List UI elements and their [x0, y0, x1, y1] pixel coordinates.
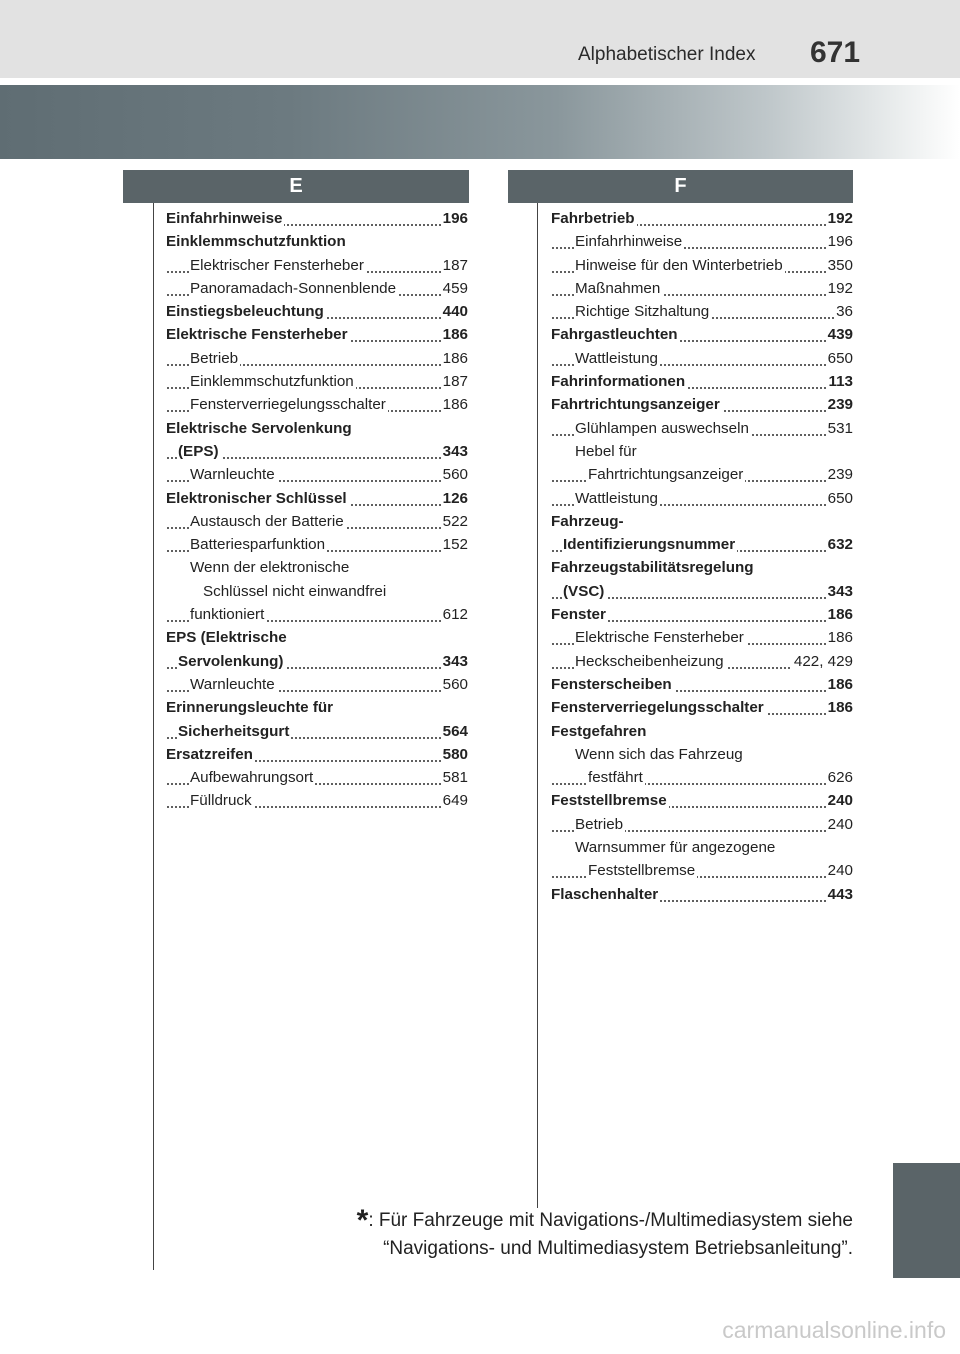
index-entry [551, 207, 853, 230]
index-entry [551, 720, 853, 743]
index-entry-term: Fülldruck [190, 792, 252, 810]
index-entry-page: 239 [826, 393, 853, 416]
index-entry-page: 186 [441, 323, 468, 346]
index-entry-term: Elektrische Fensterheber [575, 629, 744, 647]
index-entry [551, 440, 853, 463]
index-entry-page: 564 [441, 720, 468, 743]
index-entry [551, 370, 853, 393]
index-entry-page: 186 [441, 393, 468, 416]
index-entry-term: Heckscheibenheizung [575, 652, 724, 670]
index-entry-page: 126 [441, 487, 468, 510]
section-header-f: F [508, 170, 853, 203]
index-entry [166, 696, 468, 719]
index-entry-term: Elektrische Servolenkung [166, 419, 352, 437]
index-entry-page: 626 [826, 766, 853, 789]
index-entry-page: 186 [441, 347, 468, 370]
index-entry [166, 533, 468, 556]
index-entry [166, 487, 468, 510]
index-entry-term: Austausch der Batterie [190, 512, 344, 530]
index-entry [166, 463, 468, 486]
index-entry [166, 440, 468, 463]
index-entry-term: Batteriesparfunktion [190, 536, 326, 554]
index-entry-term: Wattleistung [575, 489, 659, 507]
index-entry-term: Fahrzeugstabilitätsregelung [551, 559, 754, 577]
index-entry [551, 580, 853, 603]
index-entry-term: Warnleuchte [190, 675, 275, 693]
index-entry-page: 113 [826, 370, 853, 393]
index-entry [551, 393, 853, 416]
index-entry-page: 240 [826, 859, 853, 882]
index-entry-page: 187 [441, 254, 468, 277]
column-divider-left [153, 203, 154, 1270]
index-entry-term: (VSC) [563, 582, 605, 600]
index-entry-term: funktioniert [190, 606, 265, 624]
index-entry-term: Schlüssel nicht einwandfrei [203, 582, 387, 600]
footnote-line-1 [300, 1204, 853, 1237]
index-entry-term: Identifizierungsnummer [563, 536, 736, 554]
index-entry-term: Feststellbremse [588, 862, 696, 880]
index-entry-term: Hebel für [575, 442, 637, 460]
index-entry [551, 300, 853, 323]
index-entry-page: 186 [826, 603, 853, 626]
index-entry-page: 459 [441, 277, 468, 300]
index-entry-term: Fahrbetrieb [551, 210, 635, 227]
index-entry-page: 580 [441, 743, 468, 766]
index-entry-term: Fahrtrichtungsanzeiger [588, 466, 744, 484]
index-entry [166, 720, 468, 743]
index-entry [551, 696, 853, 719]
index-entry [551, 487, 853, 510]
index-entry [166, 580, 468, 603]
index-entry [166, 323, 468, 346]
index-entry-page: 440 [441, 300, 468, 323]
index-column-f [551, 207, 853, 906]
index-entry [551, 813, 853, 836]
index-entry-term: Maßnahmen [575, 279, 661, 297]
index-entry-page: 240 [826, 789, 853, 812]
index-entry [551, 463, 853, 486]
index-entry [166, 626, 468, 649]
index-entry [551, 626, 853, 649]
index-entry-term: Einklemmschutzfunktion [166, 233, 346, 251]
index-entry [551, 883, 853, 906]
index-entry-term: Elektronischer Schlüssel [166, 489, 347, 507]
index-entry-term: Betrieb [190, 349, 239, 367]
index-entry-page: 192 [826, 207, 853, 230]
index-entry-term: festfährt [588, 769, 643, 787]
index-entry-page: 650 [826, 347, 853, 370]
index-entry-page: 186 [826, 673, 853, 696]
index-entry [551, 650, 853, 673]
index-entry-page: 522 [441, 510, 468, 533]
index-entry [166, 230, 468, 253]
index-entry-term: Sicherheitsgurt [178, 722, 290, 740]
index-entry [551, 277, 853, 300]
index-entry-term: Aufbewahrungsort [190, 769, 314, 787]
index-entry [166, 673, 468, 696]
index-entry-term: Wattleistung [575, 349, 659, 367]
index-entry-term: Betrieb [575, 815, 624, 833]
index-entry-page: 649 [441, 789, 468, 812]
index-entry-page: 531 [826, 417, 853, 440]
index-entry [166, 650, 468, 673]
index-entry-page: 581 [441, 766, 468, 789]
index-entry [551, 533, 853, 556]
index-entry [166, 510, 468, 533]
index-entry-page: 443 [826, 883, 853, 906]
index-entry [166, 417, 468, 440]
index-entry-term: Warnsummer für angezogene [575, 839, 776, 857]
index-entry-page: 196 [826, 230, 853, 253]
index-entry-page: 240 [826, 813, 853, 836]
index-entry-term: Fensterverriegelungsschalter [551, 699, 764, 717]
index-entry [551, 836, 853, 859]
index-entry-page: 187 [441, 370, 468, 393]
index-entry-term: Elektrischer Fensterheber [190, 256, 364, 274]
index-entry [166, 393, 468, 416]
index-entry-page: 350 [826, 254, 853, 277]
footnote [300, 1204, 853, 1263]
index-entry-term: Feststellbremse [551, 792, 667, 810]
index-entry [551, 789, 853, 812]
index-entry [551, 230, 853, 253]
index-entry [551, 766, 853, 789]
index-entry-term: Wenn der elektronische [190, 559, 350, 577]
index-entry-page: 650 [826, 487, 853, 510]
index-entry-page: 152 [441, 533, 468, 556]
index-entry [551, 510, 853, 533]
index-entry-term: Panoramadach-Sonnenblende [190, 279, 397, 297]
index-entry-page: 343 [826, 580, 853, 603]
index-entry-term: Fenster [551, 606, 606, 624]
index-entry-page: 36 [834, 300, 853, 323]
index-entry-page: 612 [441, 603, 468, 626]
index-entry [166, 556, 468, 579]
index-entry-page: 439 [826, 323, 853, 346]
index-entry [551, 859, 853, 882]
index-entry [166, 766, 468, 789]
index-entry [166, 743, 468, 766]
index-entry-page: 343 [441, 440, 468, 463]
index-entry [166, 370, 468, 393]
page-number: 671 [810, 36, 861, 69]
index-entry-term: Einklemmschutzfunktion [190, 373, 354, 391]
index-entry [551, 254, 853, 277]
index-entry-term: Servolenkung) [178, 652, 284, 670]
index-entry [166, 254, 468, 277]
side-thumb-tab [893, 1163, 960, 1278]
index-entry [166, 347, 468, 370]
watermark: carmanualsonline.info [722, 1317, 946, 1343]
index-entry-term: Fahrzeug- [551, 512, 624, 530]
index-entry [551, 323, 853, 346]
index-entry-page: 196 [441, 207, 468, 230]
index-entry-page: 422, 429 [792, 650, 853, 673]
index-entry-term: Einstiegsbeleuchtung [166, 303, 324, 321]
index-entry-term: Festgefahren [551, 722, 647, 740]
index-entry [166, 207, 468, 230]
index-entry-page: 632 [826, 533, 853, 556]
index-entry-page: 560 [441, 463, 468, 486]
index-entry [551, 743, 853, 766]
index-entry-term: Einfahrhinweise [166, 210, 283, 227]
index-entry [166, 789, 468, 812]
index-entry-term: Fahrinformationen [551, 373, 686, 391]
index-entry [551, 673, 853, 696]
index-entry-page: 192 [826, 277, 853, 300]
footnote-line-2: “Navigations- und Multimediasystem Betriebsanleitung”. [383, 1238, 853, 1259]
index-entry [166, 603, 468, 626]
index-entry-term: Einfahrhinweise [575, 233, 683, 251]
index-entry-page: 560 [441, 673, 468, 696]
index-entry-term: Ersatzreifen [166, 745, 253, 763]
index-entry-page: 186 [826, 626, 853, 649]
index-entry-term: Wenn sich das Fahrzeug [575, 745, 743, 763]
index-entry-term: Flaschenhalter [551, 885, 659, 903]
asterisk-icon: * [356, 1204, 369, 1237]
page-header-title: Alphabetischer Index [578, 44, 756, 65]
header-banner [0, 85, 960, 159]
index-entry-page: 343 [441, 650, 468, 673]
index-entry-page: 239 [826, 463, 853, 486]
index-entry-term: Hinweise für den Winterbetrieb [575, 256, 783, 274]
footnote-text-1: : Für Fahrzeuge mit Navigations-/Multimediasystem siehe [368, 1210, 853, 1231]
index-entry-term: Fahrtrichtungsanzeiger [551, 396, 720, 414]
index-entry-term: Erinnerungsleuchte für [166, 699, 334, 717]
index-entry [551, 556, 853, 579]
section-header-e: E [123, 170, 469, 203]
index-entry-term: Glühlampen auswechseln [575, 419, 749, 437]
index-entry [551, 347, 853, 370]
index-entry [166, 277, 468, 300]
column-divider-middle [537, 203, 538, 1208]
index-column-e [166, 207, 468, 813]
index-entry [551, 417, 853, 440]
index-entry-term: Elektrische Fensterheber [166, 326, 348, 344]
index-entry-term: Warnleuchte [190, 466, 275, 484]
index-entry-page: 186 [826, 696, 853, 719]
index-entry [551, 603, 853, 626]
index-entry-term: Fensterscheiben [551, 675, 672, 693]
index-entry-term: Fahrgastleuchten [551, 326, 678, 344]
index-entry-term: Richtige Sitzhaltung [575, 303, 710, 321]
index-entry-term: (EPS) [178, 442, 219, 460]
index-entry-term: Fensterverriegelungsschalter [190, 396, 386, 414]
index-entry-term: EPS (Elektrische [166, 629, 287, 647]
index-entry [166, 300, 468, 323]
